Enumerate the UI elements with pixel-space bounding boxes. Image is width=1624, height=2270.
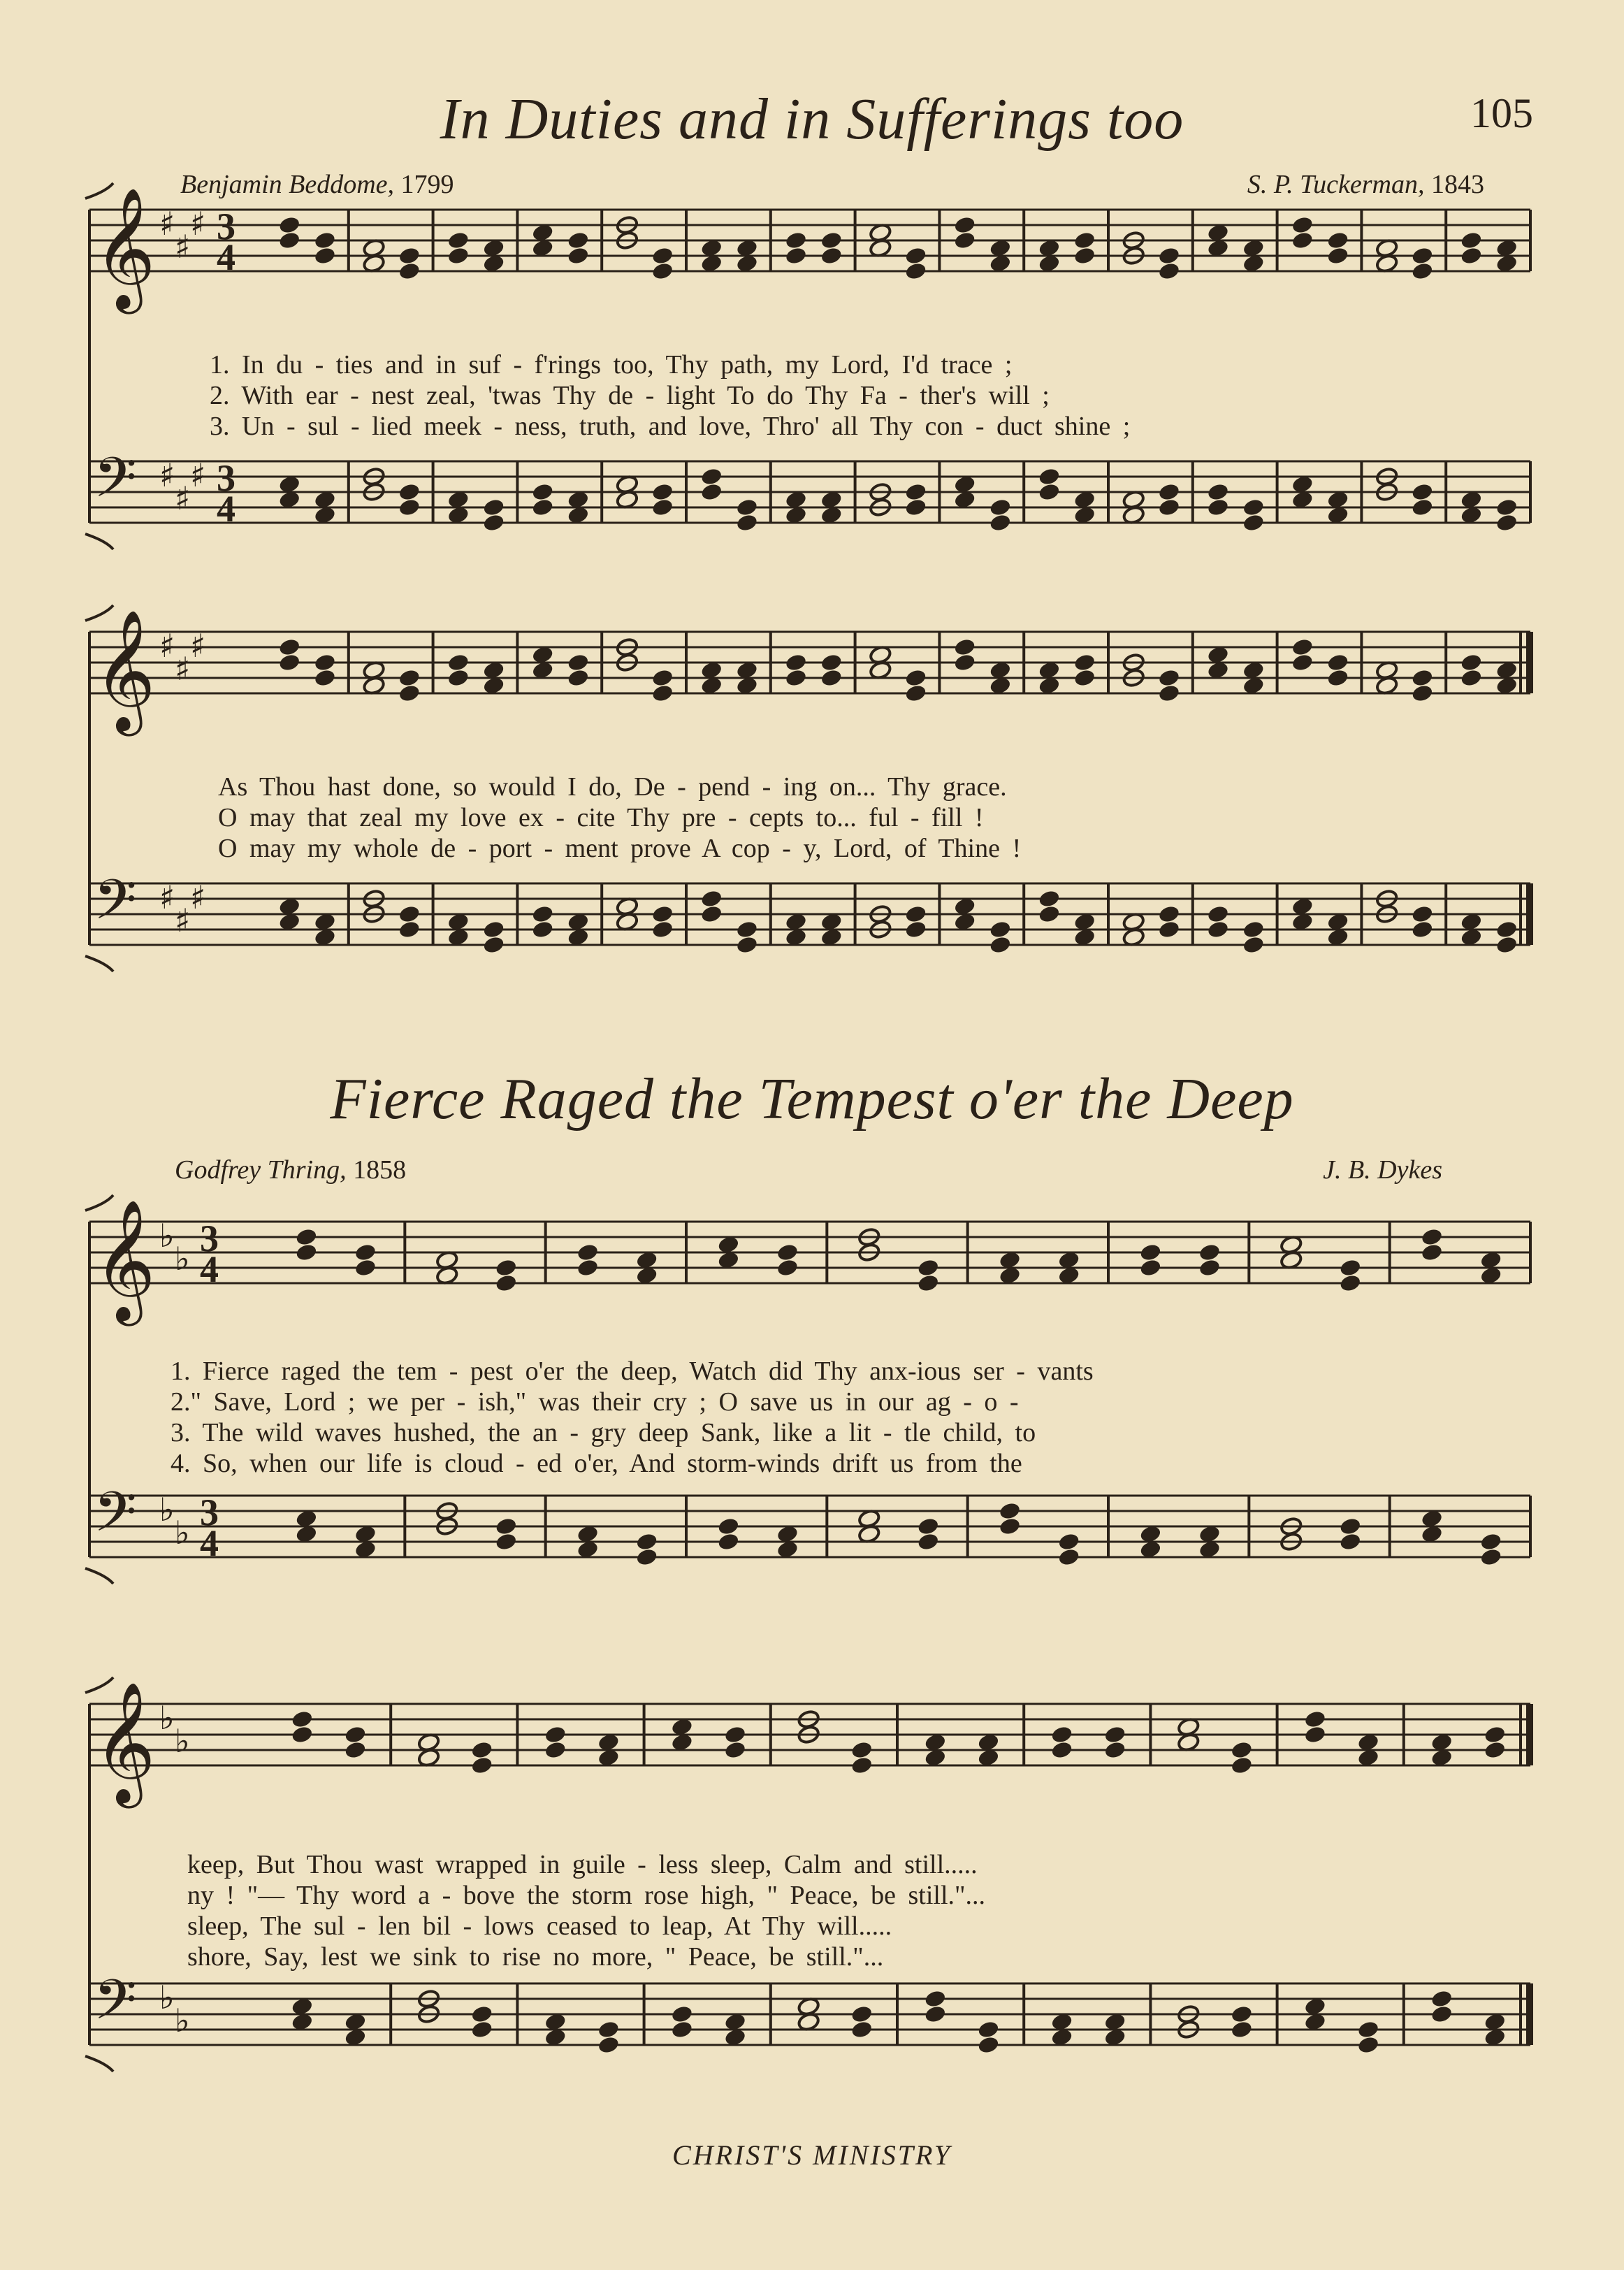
lyric-line: shore, Say, lest we sink to rise no more, " Peace, be still."...: [187, 1942, 884, 1972]
bass-clef-icon: 𝄢: [94, 1967, 137, 2046]
note-head: [784, 668, 807, 688]
double-barline-thick: [1526, 1983, 1533, 2045]
note-head: [904, 684, 927, 703]
note-head: [917, 1517, 940, 1536]
note-head: [1230, 2004, 1253, 2024]
note-head: [998, 1501, 1021, 1521]
note-head: [953, 231, 976, 250]
sharp-icon: ♯: [175, 902, 191, 939]
bass-clef-icon: 𝄢: [94, 1480, 137, 1558]
note-head: [1057, 1547, 1080, 1567]
note-head: [344, 1725, 367, 1744]
note-head: [1411, 904, 1434, 924]
note-head: [820, 668, 843, 688]
note-head: [398, 668, 421, 688]
composer-name: J. B. Dykes: [1323, 1155, 1442, 1185]
note-head: [784, 653, 807, 672]
note-head: [447, 653, 470, 672]
note-head: [735, 498, 758, 517]
note-head: [776, 1258, 799, 1278]
note-head: [1157, 246, 1180, 266]
note-head: [917, 1532, 940, 1552]
note-head: [1230, 1756, 1253, 1775]
note-head: [1339, 1273, 1362, 1293]
lyric-line: sleep, The sul - len bil - lows ceased to leap, At Thy will.....: [187, 1911, 892, 1941]
note-head: [313, 246, 336, 266]
note-head: [670, 2004, 693, 2024]
note-head: [784, 231, 807, 250]
note-head: [904, 668, 927, 688]
lyric-line: ny ! "— Thy word a - bove the storm rose high, " Peace, be still."...: [187, 1881, 986, 1910]
note-head: [576, 1258, 599, 1278]
note-head: [820, 231, 843, 250]
note-head: [651, 246, 674, 266]
note-head: [850, 2020, 873, 2039]
note-head: [1050, 1725, 1073, 1744]
note-head: [567, 246, 590, 266]
note-head: [398, 920, 421, 939]
note-head: [953, 637, 976, 657]
note-head: [850, 1756, 873, 1775]
time-signature-bottom: 4: [217, 488, 235, 530]
note-head: [470, 1740, 493, 1760]
note-head: [1198, 1243, 1221, 1262]
note-head: [1326, 246, 1349, 266]
hymn-title: Fierce Raged the Tempest o'er the Deep: [330, 1067, 1294, 1132]
time-signature-top: 3: [217, 457, 235, 499]
note-head: [567, 653, 590, 672]
note-head: [989, 498, 1012, 517]
composer-name: S. P. Tuckerman,: [1247, 170, 1425, 199]
note-head: [904, 482, 927, 502]
note-head: [1339, 1258, 1362, 1278]
author-year: 1799: [400, 170, 454, 199]
double-barline-thick: [1526, 883, 1533, 945]
sharp-icon: ♯: [190, 879, 206, 916]
note-head: [1038, 889, 1061, 909]
note-head: [1206, 498, 1229, 517]
note-head: [1157, 668, 1180, 688]
note-head: [1495, 920, 1518, 939]
note-head: [1430, 1989, 1453, 2009]
note-head: [1411, 498, 1434, 517]
note-head: [1206, 904, 1229, 924]
note-head: [295, 1227, 318, 1247]
note-head: [723, 1725, 746, 1744]
lyric-line: 4. So, when our life is cloud - ed o'er, And storm-winds drift us from the: [171, 1449, 1022, 1478]
note-head: [470, 1756, 493, 1775]
sharp-icon: ♯: [159, 627, 175, 665]
note-head: [1303, 1709, 1326, 1729]
note-head: [495, 1273, 518, 1293]
note-head: [447, 668, 470, 688]
note-head: [1430, 2004, 1453, 2024]
note-head: [989, 920, 1012, 939]
note-head: [1157, 498, 1180, 517]
note-head: [977, 2035, 1000, 2055]
note-head: [1157, 904, 1180, 924]
time-signature-bottom: 4: [200, 1522, 219, 1564]
section-footer: CHRIST'S MINISTRY: [672, 2139, 952, 2171]
treble-clef-icon: 𝄞: [94, 1682, 156, 1803]
note-head: [295, 1243, 318, 1262]
note-head: [482, 935, 505, 955]
note-head: [917, 1273, 940, 1293]
note-head: [398, 904, 421, 924]
note-head: [470, 2004, 493, 2024]
note-head: [447, 231, 470, 250]
note-head: [291, 1725, 314, 1744]
author-year: 1858: [353, 1155, 407, 1185]
note-head: [1073, 653, 1096, 672]
flat-icon: ♭: [175, 1722, 190, 1760]
note-head: [735, 935, 758, 955]
brace-bottom: [85, 534, 113, 549]
sharp-icon: ♯: [175, 479, 191, 517]
note-head: [313, 668, 336, 688]
double-barline-thick: [1526, 632, 1533, 693]
note-head: [1460, 668, 1483, 688]
note-head: [635, 1547, 658, 1567]
note-head: [651, 920, 674, 939]
note-head: [1038, 904, 1061, 924]
note-head: [1411, 482, 1434, 502]
note-head: [1103, 1740, 1126, 1760]
note-head: [1356, 2020, 1379, 2039]
note-head: [344, 1740, 367, 1760]
note-head: [1420, 1243, 1443, 1262]
note-head: [597, 2035, 620, 2055]
note-head: [398, 482, 421, 502]
note-head: [1157, 261, 1180, 281]
note-head: [1073, 246, 1096, 266]
note-head: [924, 1989, 947, 2009]
flat-icon: ♭: [175, 1240, 190, 1278]
note-head: [820, 246, 843, 266]
note-head: [1157, 482, 1180, 502]
note-head: [924, 2004, 947, 2024]
note-head: [1242, 935, 1265, 955]
note-head: [470, 2020, 493, 2039]
sharp-icon: ♯: [159, 205, 175, 243]
author-name: Benjamin Beddome,: [180, 170, 395, 199]
note-head: [531, 920, 554, 939]
note-head: [904, 261, 927, 281]
note-head: [1206, 920, 1229, 939]
note-head: [1230, 1740, 1253, 1760]
note-head: [1050, 1740, 1073, 1760]
note-head: [1326, 668, 1349, 688]
note-head: [482, 513, 505, 533]
note-head: [1103, 1725, 1126, 1744]
note-head: [1326, 231, 1349, 250]
brace-bottom: [85, 1568, 113, 1584]
sharp-icon: ♯: [190, 205, 206, 243]
note-head: [651, 684, 674, 703]
note-head: [1139, 1243, 1162, 1262]
note-head: [1411, 246, 1434, 266]
time-signature-top: 3: [217, 205, 235, 247]
treble-clef-icon: 𝄞: [94, 609, 156, 731]
note-head: [1242, 920, 1265, 939]
note-head: [651, 482, 674, 502]
note-head: [278, 215, 301, 235]
note-head: [953, 215, 976, 235]
note-head: [1484, 1740, 1507, 1760]
note-head: [1073, 668, 1096, 688]
sharp-icon: ♯: [159, 879, 175, 916]
sharp-icon: ♯: [190, 456, 206, 494]
note-head: [1460, 246, 1483, 266]
bass-clef-icon: 𝄢: [94, 445, 137, 523]
note-head: [651, 904, 674, 924]
note-head: [1411, 920, 1434, 939]
note-head: [784, 246, 807, 266]
brace-bottom: [85, 2056, 113, 2072]
note-head: [1339, 1517, 1362, 1536]
note-head: [597, 2020, 620, 2039]
note-head: [1291, 637, 1314, 657]
note-head: [953, 653, 976, 672]
composer-year: 1843: [1431, 170, 1484, 199]
note-head: [700, 889, 723, 909]
note-head: [670, 2020, 693, 2039]
note-head: [700, 467, 723, 486]
note-head: [820, 653, 843, 672]
note-head: [651, 668, 674, 688]
note-head: [278, 637, 301, 657]
lyric-line: O may that zeal my love ex - cite Thy pre - cepts to... ful - fill !: [218, 803, 984, 832]
note-head: [1157, 920, 1180, 939]
author-name: Godfrey Thring,: [175, 1155, 347, 1185]
sharp-icon: ♯: [175, 650, 191, 688]
flat-icon: ♭: [159, 1217, 175, 1255]
note-head: [1460, 653, 1483, 672]
note-head: [1198, 1258, 1221, 1278]
note-head: [917, 1258, 940, 1278]
note-head: [1411, 668, 1434, 688]
note-head: [904, 904, 927, 924]
note-head: [1157, 684, 1180, 703]
note-head: [1420, 1227, 1443, 1247]
note-head: [1495, 498, 1518, 517]
note-head: [544, 1725, 567, 1744]
sharp-icon: ♯: [159, 456, 175, 494]
lyric-line: keep, But Thou wast wrapped in guile - less sleep, Calm and still.....: [187, 1850, 978, 1879]
sharp-icon: ♯: [175, 228, 191, 266]
note-head: [398, 498, 421, 517]
note-head: [1242, 498, 1265, 517]
note-head: [1484, 1725, 1507, 1744]
time-signature-bottom: 4: [200, 1248, 219, 1290]
note-head: [354, 1258, 377, 1278]
note-head: [531, 904, 554, 924]
note-head: [735, 920, 758, 939]
note-head: [1495, 935, 1518, 955]
time-signature-bottom: 4: [217, 236, 235, 278]
page-number: 105: [1470, 90, 1533, 136]
note-head: [291, 1709, 314, 1729]
note-head: [1038, 482, 1061, 502]
note-head: [700, 482, 723, 502]
note-head: [1495, 513, 1518, 533]
note-head: [1057, 1532, 1080, 1552]
note-head: [717, 1517, 740, 1536]
note-head: [776, 1243, 799, 1262]
lyric-line: 2. With ear - nest zeal, 'twas Thy de - light To do Thy Fa - ther's will ;: [210, 381, 1050, 410]
note-head: [1291, 231, 1314, 250]
note-head: [904, 498, 927, 517]
note-head: [998, 1517, 1021, 1536]
note-head: [544, 1740, 567, 1760]
note-head: [354, 1243, 377, 1262]
note-head: [447, 246, 470, 266]
note-head: [313, 653, 336, 672]
note-head: [1206, 482, 1229, 502]
double-barline-thick: [1526, 1704, 1533, 1765]
note-head: [278, 653, 301, 672]
time-signature-top: 3: [200, 1491, 219, 1533]
flat-icon: ♭: [159, 1699, 175, 1737]
note-head: [576, 1243, 599, 1262]
lyric-line: As Thou hast done, so would I do, De - pend - ing on... Thy grace.: [218, 772, 1007, 802]
note-head: [700, 904, 723, 924]
hymn-title: In Duties and in Sufferings too: [440, 87, 1184, 152]
note-head: [278, 231, 301, 250]
note-head: [723, 1740, 746, 1760]
lyric-line: 1. In du - ties and in suf - f'rings too, Thy path, my Lord, I'd trace ;: [210, 350, 1013, 379]
note-head: [398, 261, 421, 281]
note-head: [635, 1532, 658, 1552]
lyric-line: 2." Save, Lord ; we per - ish," was their cry ; O save us in our ag - o -: [171, 1387, 1019, 1417]
note-head: [1411, 684, 1434, 703]
note-head: [531, 498, 554, 517]
note-head: [482, 920, 505, 939]
note-head: [651, 498, 674, 517]
brace-bottom: [85, 956, 113, 971]
note-head: [904, 246, 927, 266]
note-head: [1291, 215, 1314, 235]
note-head: [1479, 1532, 1502, 1552]
note-head: [1326, 653, 1349, 672]
note-head: [904, 920, 927, 939]
note-head: [1242, 513, 1265, 533]
note-head: [1230, 2020, 1253, 2039]
note-head: [495, 1532, 518, 1552]
time-signature-top: 3: [200, 1217, 219, 1259]
note-head: [1139, 1258, 1162, 1278]
note-head: [531, 482, 554, 502]
lyric-line: O may my whole de - port - ment prove A cop - y, Lord, of Thine !: [218, 834, 1022, 863]
note-head: [1479, 1547, 1502, 1567]
bass-clef-icon: 𝄢: [94, 867, 137, 946]
note-head: [1339, 1532, 1362, 1552]
treble-clef-icon: 𝄞: [94, 187, 156, 309]
note-head: [1356, 2035, 1379, 2055]
note-head: [651, 261, 674, 281]
note-head: [989, 513, 1012, 533]
lyric-line: 3. Un - sul - lied meek - ness, truth, and love, Thro' all Thy con - duct shine ;: [210, 412, 1131, 441]
note-head: [495, 1517, 518, 1536]
note-head: [850, 1740, 873, 1760]
lyric-line: 1. Fierce raged the tem - pest o'er the deep, Watch did Thy anx-ious ser - vants: [171, 1357, 1094, 1386]
note-head: [398, 684, 421, 703]
lyric-line: 3. The wild waves hushed, the an - gry deep Sank, like a lit - tle child, to: [171, 1418, 1036, 1447]
note-head: [989, 935, 1012, 955]
note-head: [1038, 467, 1061, 486]
note-head: [1073, 231, 1096, 250]
sharp-icon: ♯: [190, 627, 206, 665]
note-head: [313, 231, 336, 250]
note-head: [977, 2020, 1000, 2039]
flat-icon: ♭: [159, 1491, 175, 1528]
note-head: [717, 1532, 740, 1552]
note-head: [1411, 261, 1434, 281]
note-head: [1303, 1725, 1326, 1744]
note-head: [1460, 231, 1483, 250]
note-head: [850, 2004, 873, 2024]
note-head: [398, 246, 421, 266]
flat-icon: ♭: [159, 1979, 175, 2016]
note-head: [495, 1258, 518, 1278]
note-head: [567, 668, 590, 688]
treble-clef-icon: 𝄞: [94, 1199, 156, 1321]
note-head: [1291, 653, 1314, 672]
flat-icon: ♭: [175, 1514, 190, 1552]
note-head: [482, 498, 505, 517]
note-head: [567, 231, 590, 250]
flat-icon: ♭: [175, 2002, 190, 2039]
note-head: [735, 513, 758, 533]
